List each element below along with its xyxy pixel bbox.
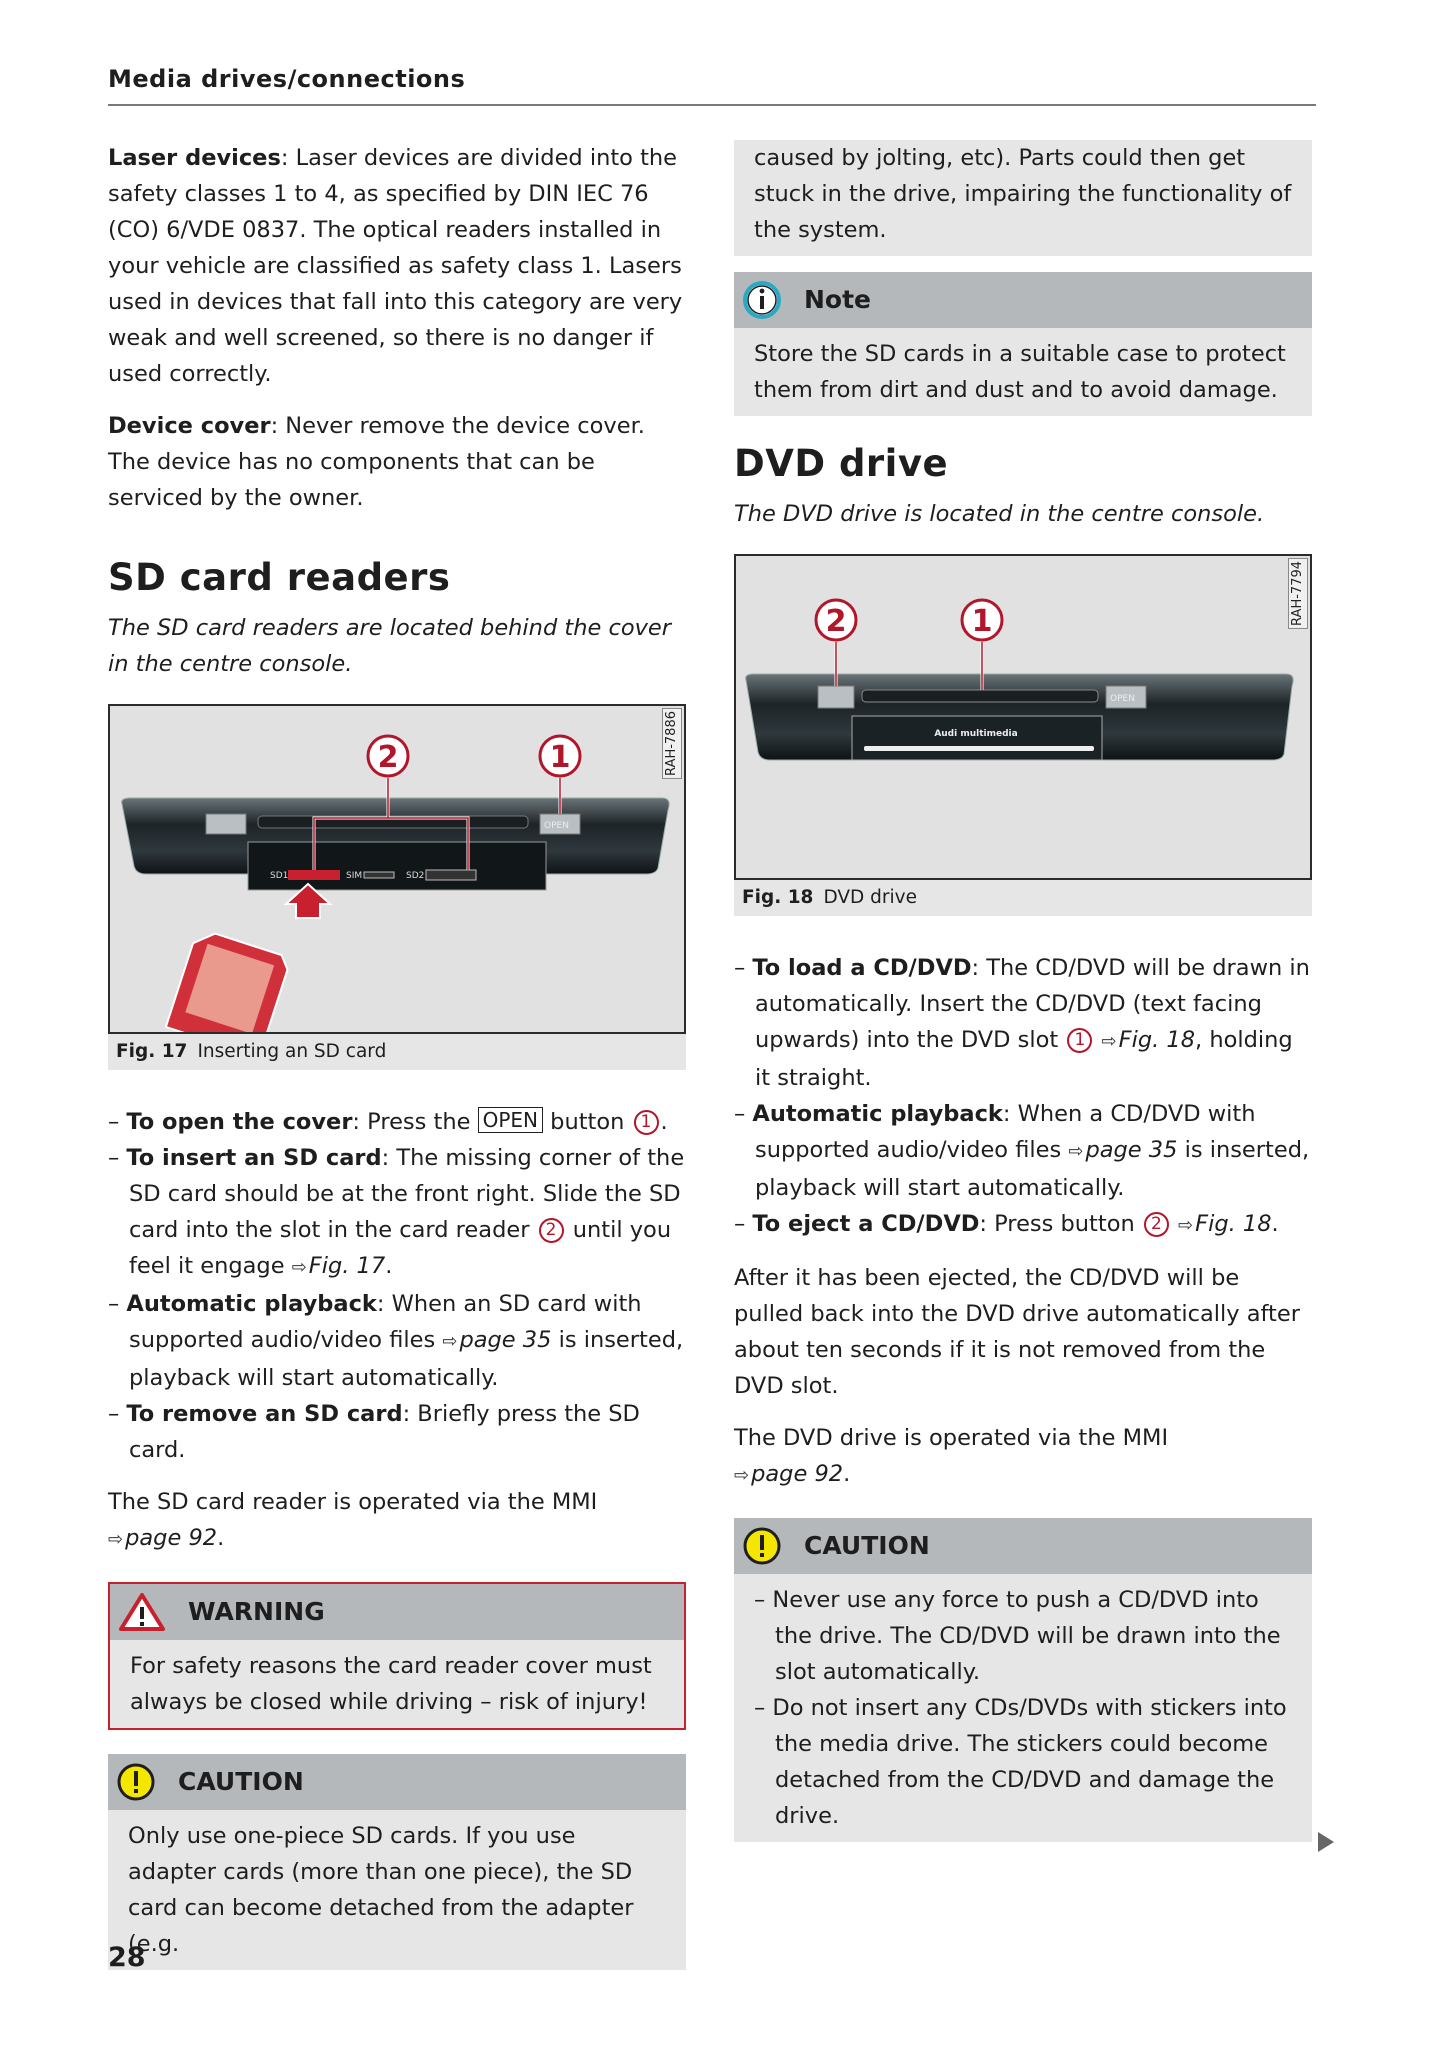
- svg-text:1: 1: [971, 604, 993, 639]
- step-open-cover: [108, 1104, 686, 1140]
- dvd-mmi-paragraph: [734, 1420, 1312, 1494]
- reference-arrow-icon: ⇨: [1178, 1215, 1194, 1236]
- open-key: OPEN: [478, 1107, 543, 1133]
- reference-arrow-icon: ⇨: [442, 1331, 458, 1352]
- figure-18-caption: [734, 880, 1312, 916]
- svg-text:2: 2: [825, 604, 847, 639]
- figure-code: RAH-7794: [1288, 558, 1308, 629]
- caution-continued-text: caused by jolting, etc). Parts could then get stuck in the drive, impairing the functionality of the system.: [754, 145, 1292, 243]
- step-text: is inserted, playback will start automatically.: [129, 1327, 684, 1391]
- device-cover-term: Device cover: [108, 413, 271, 439]
- figure-17: [108, 704, 686, 1070]
- page-35-link[interactable]: page 35: [1085, 1137, 1178, 1163]
- reference-arrow-icon: ⇨: [291, 1257, 307, 1278]
- page-35-link[interactable]: page 35: [459, 1327, 552, 1353]
- continue-arrow-icon: [1318, 1832, 1334, 1852]
- svg-text:SD1: SD1: [270, 871, 289, 881]
- step-text: : When a CD/DVD with supported audio/video files: [755, 1101, 1256, 1163]
- svg-text:OPEN: OPEN: [1110, 694, 1135, 704]
- step-text: .: [660, 1109, 668, 1135]
- step-term: To open the cover: [126, 1109, 353, 1135]
- note-box: [734, 272, 1312, 416]
- reference-arrow-icon: ⇨: [108, 1529, 124, 1550]
- step-remove-sd-card: [108, 1396, 686, 1468]
- figure-caption-text: Inserting an SD card: [197, 1041, 387, 1062]
- fig-18-link[interactable]: Fig. 18: [1195, 1211, 1272, 1237]
- device-cover-text: : Never remove the device cover. The device has no components that can be serviced by the owner.: [108, 413, 645, 511]
- figure-number: Fig. 18: [742, 887, 814, 908]
- callout-1-icon: 1: [634, 1110, 659, 1135]
- svg-text:SD2: SD2: [406, 871, 425, 881]
- laser-devices-text: : Laser devices are divided into the safety classes 1 to 4, as specified by DIN IEC 76 (CO) 6/VDE 0837. The optical readers installed in your vehicle are classified as safety class 1. Lasers used in devices that fall into this category are very weak and well screened, so there is no danger if used correctly.: [108, 145, 683, 387]
- after-eject-paragraph: After it has been ejected, the CD/DVD will be pulled back into the DVD drive automatically after about ten seconds if it is not removed from the DVD slot.: [734, 1265, 1300, 1399]
- step-text: .: [385, 1253, 393, 1279]
- note-label: Note: [804, 285, 872, 314]
- step-term: Automatic playback: [126, 1291, 377, 1317]
- step-text: : The CD/DVD will be drawn in automatically. Insert the CD/DVD (text facing upwards) into the DVD slot: [755, 955, 1310, 1053]
- figure-code: RAH-7886: [662, 708, 682, 779]
- step-insert-sd-card: [108, 1140, 686, 1286]
- info-icon: [742, 280, 782, 320]
- step-load-cd-dvd: [734, 950, 1312, 1096]
- callout-2-icon: 2: [1144, 1212, 1169, 1237]
- step-term: Automatic playback: [752, 1101, 1003, 1127]
- step-text: .: [1271, 1211, 1279, 1237]
- left-column: [108, 140, 686, 1994]
- sd-card-readers-lead: The SD card readers are located behind the cover in the centre console.: [108, 615, 671, 677]
- caution-header: [108, 1754, 686, 1810]
- callout-2-icon: 2: [539, 1218, 564, 1243]
- mmi-text: The DVD drive is operated via the MMI: [734, 1425, 1169, 1451]
- figure-number: Fig. 17: [116, 1041, 188, 1062]
- svg-text:SIM: SIM: [346, 871, 363, 881]
- step-automatic-playback: [108, 1286, 686, 1396]
- figure-18: [734, 554, 1312, 916]
- callout-1-icon: 1: [1067, 1028, 1092, 1053]
- note-header: [734, 272, 1312, 328]
- reference-arrow-icon: ⇨: [1101, 1031, 1117, 1052]
- caution-list: [754, 1582, 1292, 1834]
- svg-text:Audi multimedia: Audi multimedia: [934, 729, 1018, 739]
- warning-box: [108, 1582, 686, 1730]
- page-header: [108, 62, 1316, 106]
- sd-mmi-paragraph: [108, 1484, 686, 1558]
- dvd-drive-lead: The DVD drive is located in the centre console.: [734, 501, 1265, 527]
- step-term: To insert an SD card: [126, 1145, 382, 1171]
- step-term: To eject a CD/DVD: [752, 1211, 980, 1237]
- step-text: , holding it straight.: [755, 1027, 1293, 1091]
- step-text: : Briefly press the SD card.: [129, 1401, 640, 1463]
- warning-triangle-icon: [118, 1592, 166, 1632]
- caution-box-sd: [108, 1754, 686, 1970]
- step-text: until you feel it engage: [129, 1217, 672, 1279]
- step-term: To load a CD/DVD: [752, 955, 972, 981]
- step-text: : When an SD card with supported audio/video files: [129, 1291, 642, 1353]
- caution-exclamation-icon: [116, 1762, 156, 1802]
- mmi-text: .: [217, 1525, 225, 1551]
- device-cover-paragraph: [108, 408, 686, 516]
- warning-label: WARNING: [188, 1597, 325, 1626]
- step-text: : Press the: [352, 1109, 478, 1135]
- page-92-link[interactable]: page 92: [125, 1525, 218, 1551]
- figure-17-illustration: [108, 704, 686, 1034]
- svg-text:1: 1: [549, 740, 571, 775]
- svg-text:2: 2: [377, 740, 399, 775]
- laser-devices-paragraph: [108, 140, 686, 392]
- step-text: : Press button: [979, 1211, 1142, 1237]
- dvd-drive-heading: DVD drive: [734, 442, 949, 485]
- step-text: button: [543, 1109, 632, 1135]
- dvd-drive-illustration: [736, 556, 1310, 878]
- mmi-text: .: [843, 1461, 851, 1487]
- page-92-link[interactable]: page 92: [751, 1461, 844, 1487]
- caution-box-dvd: [734, 1518, 1312, 1842]
- caution-text: Only use one-piece SD cards. If you use adapter cards (more than one piece), the SD card can become detached from the adapter (e.g.: [128, 1823, 634, 1957]
- fig-18-link[interactable]: Fig. 18: [1118, 1027, 1196, 1053]
- dvd-steps: [734, 950, 1312, 1244]
- reference-arrow-icon: ⇨: [734, 1465, 750, 1486]
- page-number: 28: [108, 1942, 146, 1973]
- caution-label: CAUTION: [804, 1531, 930, 1560]
- section-title: Media drives/connections: [108, 65, 466, 93]
- step-automatic-playback: [734, 1096, 1312, 1206]
- fig-17-link[interactable]: Fig. 17: [308, 1253, 386, 1279]
- figure-18-illustration: [734, 554, 1312, 880]
- caution-item: – Never use any force to push a CD/DVD into the drive. The CD/DVD will be drawn into the slot automatically.: [754, 1582, 1292, 1690]
- caution-label: CAUTION: [178, 1767, 304, 1796]
- step-term: To remove an SD card: [126, 1401, 403, 1427]
- figure-17-caption: [108, 1034, 686, 1070]
- caution-header: [734, 1518, 1312, 1574]
- caution-continued-box: [734, 140, 1312, 256]
- warning-text: For safety reasons the card reader cover must always be closed while driving – risk of injury!: [130, 1653, 652, 1715]
- caution-item: – Do not insert any CDs/DVDs with stickers into the media drive. The stickers could become detached from the CD/DVD and damage the drive.: [754, 1690, 1292, 1834]
- step-text: is inserted, playback will start automatically.: [755, 1137, 1310, 1201]
- caution-body: [734, 1574, 1312, 1842]
- warning-header: [110, 1584, 684, 1640]
- svg-text:OPEN: OPEN: [544, 821, 569, 831]
- sd-card-steps: [108, 1104, 686, 1468]
- sd-card-readers-heading: SD card readers: [108, 556, 451, 599]
- right-column: [734, 140, 1312, 1866]
- laser-devices-term: Laser devices: [108, 145, 281, 171]
- sd-card-reader-illustration: [110, 706, 684, 1032]
- step-text: : The missing corner of the SD card should be at the front right. Slide the SD card into the slot in the card reader: [129, 1145, 685, 1243]
- caution-exclamation-icon: [742, 1526, 782, 1566]
- reference-arrow-icon: ⇨: [1068, 1141, 1084, 1162]
- figure-caption-text: DVD drive: [823, 887, 917, 908]
- note-text: Store the SD cards in a suitable case to protect them from dirt and dust and to avoid damage.: [754, 341, 1286, 403]
- step-eject-cd-dvd: [734, 1206, 1312, 1244]
- mmi-text: The SD card reader is operated via the MMI: [108, 1489, 598, 1515]
